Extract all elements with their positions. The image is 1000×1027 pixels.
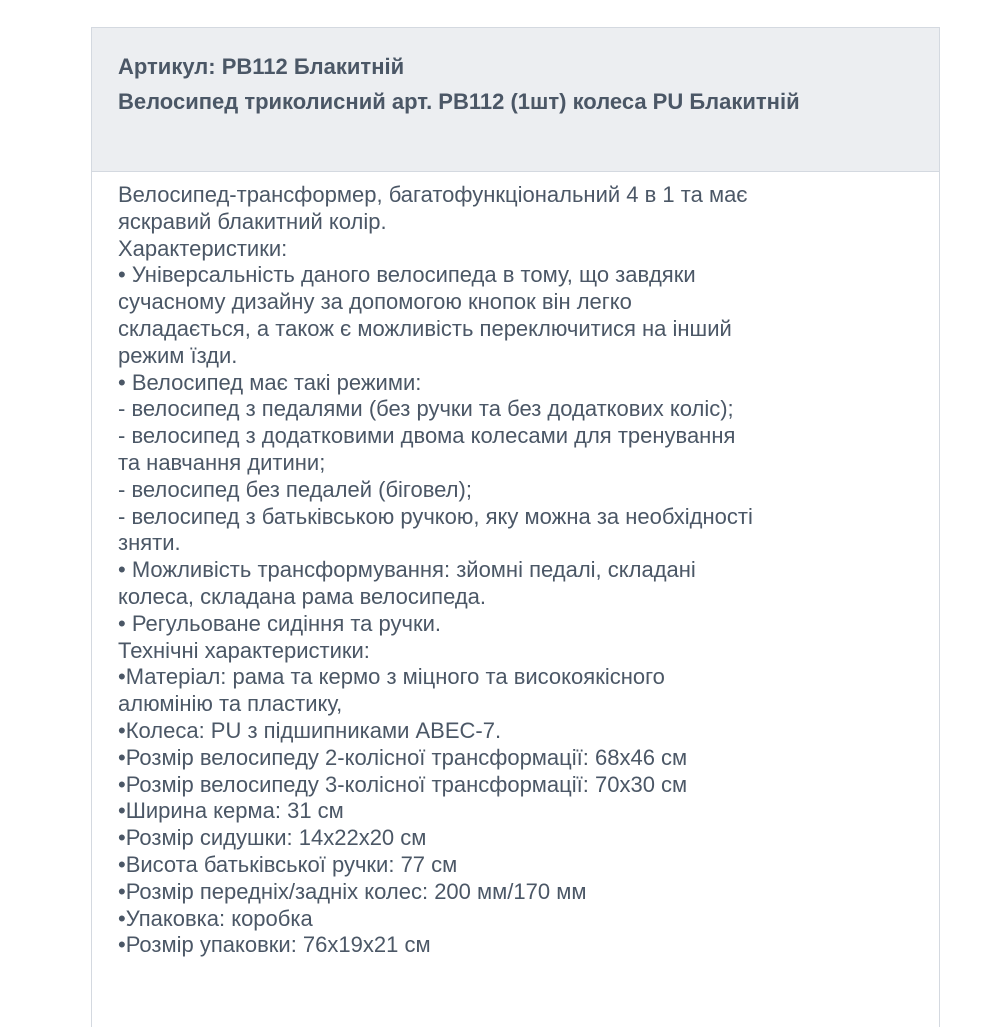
product-title: Велосипед триколисний арт. PB112 (1шт) колеса PU Блакитній: [118, 89, 800, 114]
description-line: колеса, складана рама велосипеда.: [118, 583, 487, 609]
product-sku: Артикул: PB112 Блакитній: [118, 54, 405, 79]
product-header: [92, 28, 939, 172]
description-line: складається, а також є можливість переключитися на інший: [118, 315, 732, 341]
description-line: • Універсальність даного велосипеда в тому, що завдяки: [118, 262, 696, 288]
description-line: зняти.: [118, 530, 181, 556]
description-line: •Розмір сидушки: 14х22х20 см: [118, 825, 427, 851]
description-line: алюмінію та пластику,: [118, 691, 343, 717]
description-line: режим їзди.: [118, 342, 238, 368]
description-line: •Розмір передніх/задніх колес: 200 мм/170 мм: [118, 878, 587, 904]
description-line: яскравий блакитний колір.: [118, 208, 387, 234]
description-line: •Матеріал: рама та кермо з міцного та високоякісного: [118, 664, 665, 690]
product-card: [91, 27, 940, 1027]
description-line: •Ширина керма: 31 см: [118, 798, 344, 824]
description-line: - велосипед без педалей (біговел);: [118, 476, 472, 502]
description-line: Технічні характеристики:: [118, 637, 370, 663]
description-line: • Велосипед має такі режими:: [118, 369, 422, 395]
description-line: та навчання дитини;: [118, 449, 326, 475]
description-line: •Розмір велосипеду 3-колісної трансформації: 70х30 см: [118, 771, 688, 797]
description-line: Характеристики:: [118, 235, 288, 261]
description-line: • Можливість трансформування: зйомні педалі, складані: [118, 557, 696, 583]
description-line: •Колеса: PU з підшипниками ABEC-7.: [118, 717, 502, 743]
description-line: •Упаковка: коробка: [118, 905, 313, 931]
description-line: - велосипед з батьківською ручкою, яку можна за необхідності: [118, 503, 753, 529]
description-line: •Розмір упаковки: 76х19х21 см: [118, 932, 431, 958]
description-line: • Регульоване сидіння та ручки.: [118, 610, 441, 636]
description-line: - велосипед з педалями (без ручки та без додаткових коліс);: [118, 396, 734, 422]
description-line: - велосипед з додатковими двома колесами для тренування: [118, 423, 736, 449]
description-line: •Висота батьківської ручки: 77 см: [118, 851, 458, 877]
description-line: сучасному дизайну за допомогою кнопок він легко: [118, 289, 632, 315]
description-line: •Розмір велосипеду 2-колісної трансформації: 68х46 см: [118, 744, 688, 770]
description-line: Велосипед-трансформер, багатофункціональний 4 в 1 та має: [118, 182, 748, 207]
product-description: [92, 172, 939, 959]
